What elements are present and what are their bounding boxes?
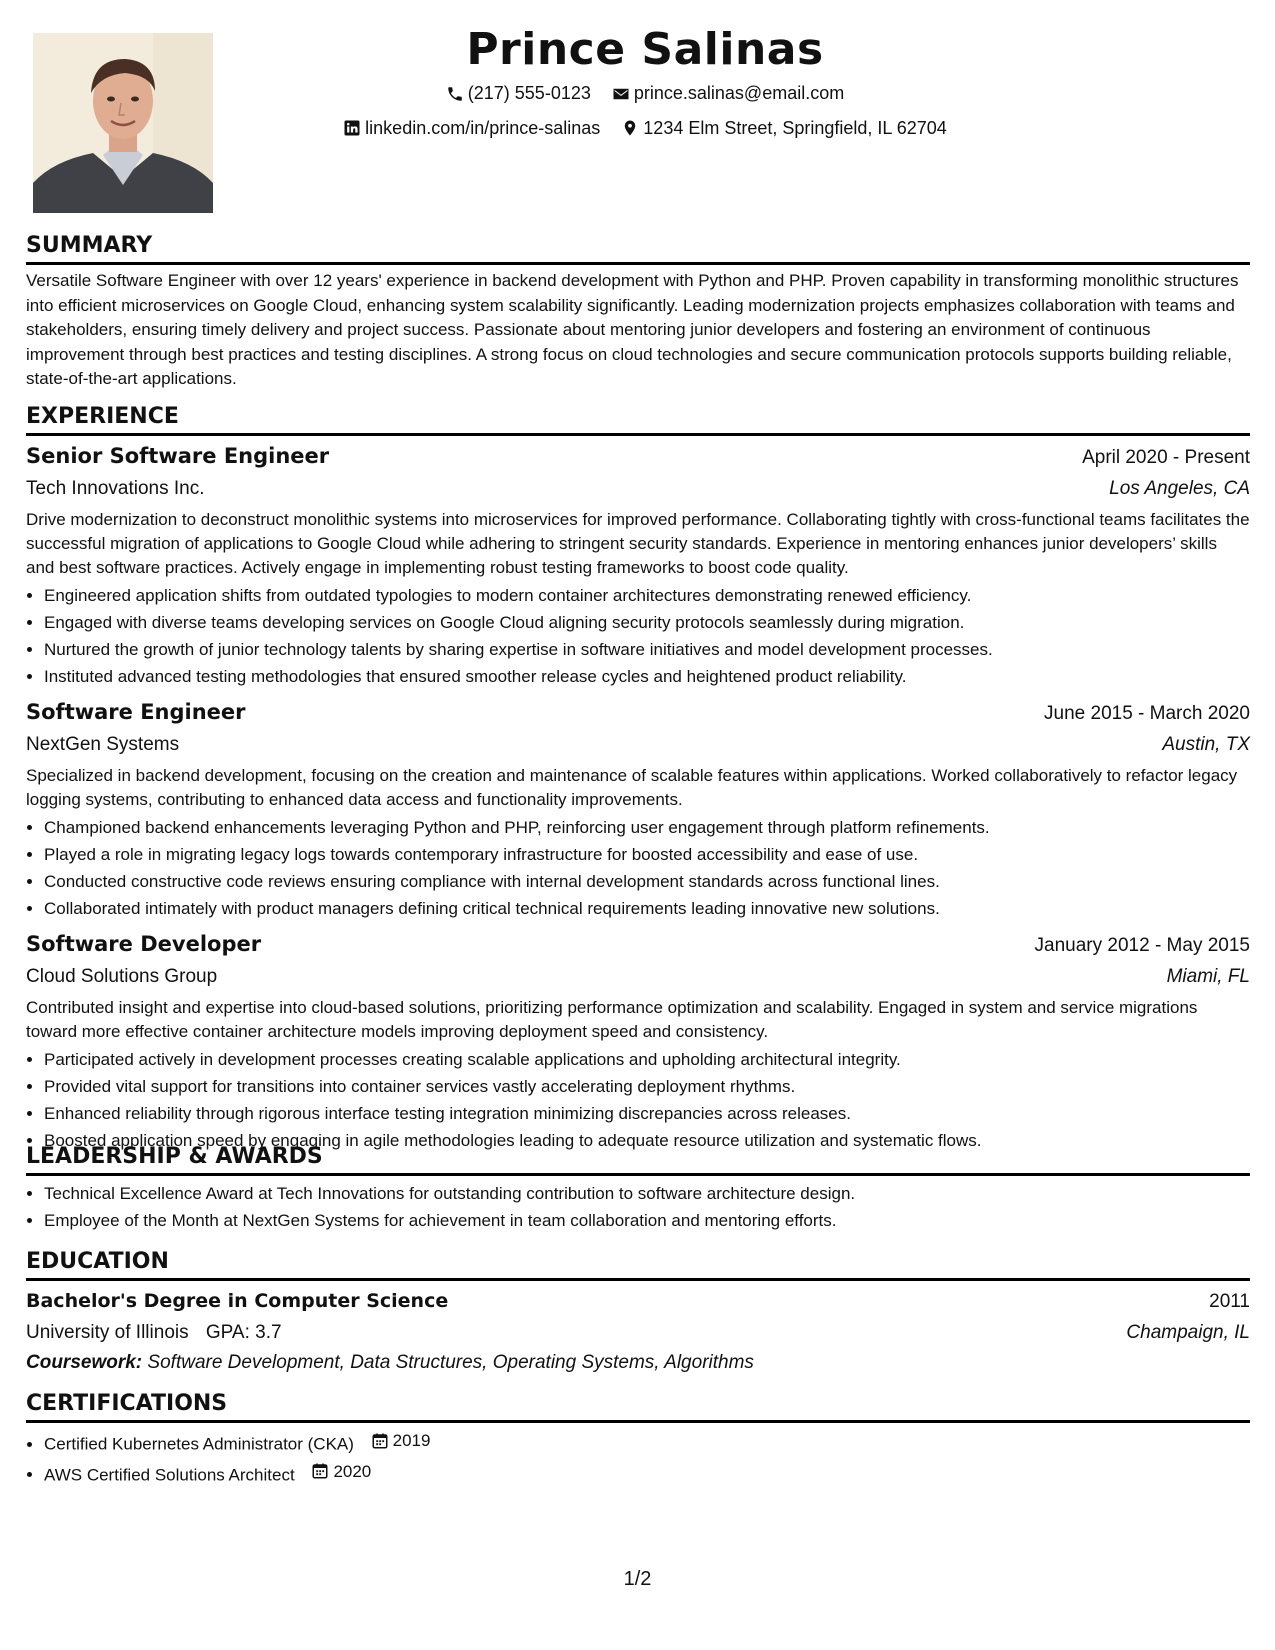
experience-section [26,403,1250,1154]
email-contact[interactable] [612,78,844,109]
certifications-section [26,1390,1250,1488]
cert-name: Certified Kubernetes Administrator (CKA) [44,1434,354,1454]
job-description: Specialized in backend development, focusing on the creation and maintenance of scalable features within applications. Worked collaboratively to refactor legacy logging systems, contributing to enhanced data access and functionality improvements. [26,766,1238,809]
job-location: Miami, FL [1166,966,1250,987]
job-description: Contributed insight and expertise into cloud-based solutions, prioritizing performance optimization and scalability. Engaged in system and service migrations toward more effective container architecture models improving deployment speed and consistency. [26,998,1198,1041]
page-number: 1/2 [623,1568,652,1590]
address-contact [621,113,947,144]
linkedin-icon [343,119,361,137]
phone-text: (217) 555-0123 [467,83,591,103]
header [230,22,1060,147]
list-item [44,1458,1250,1489]
list-item: • Collaborated intimately with product managers defining critical technical requirements leading innovative new solutions. [44,895,1250,922]
awards-list [26,1180,1250,1234]
list-item: • Played a role in migrating legacy logs towards contemporary infrastructure for boosted accessibility and ease of use. [44,841,1250,868]
list-item: • Boosted application speed by engaging in agile methodologies leading to adequate resource utilization and systematic flows. [44,1127,1250,1154]
cert-year: 2019 [392,1431,431,1450]
list-item: • Participated actively in development processes creating scalable applications and upholding architectural integrity. [44,1046,1250,1073]
job-bullets [26,1046,1250,1154]
company-name: NextGen Systems [26,734,180,755]
phone-icon [446,85,464,103]
linkedin-text: linkedin.com/in/prince-salinas [365,117,601,138]
list-item: • Nurtured the growth of junior technology talents by sharing expertise in software initiatives and model development processes. [44,636,1250,663]
job-entry [26,928,1250,1154]
list-item [44,1427,1250,1458]
leadership-section [26,1143,1250,1234]
job-subheader [26,962,1250,992]
list-item: • Championed backend enhancements leveraging Python and PHP, reinforcing user engagement through platform refinements. [44,814,1250,841]
education-section [26,1248,1250,1378]
contact-line-2 [230,113,1060,148]
calendar-icon [311,1462,329,1480]
list-item: • Engineered application shifts from outdated typologies to modern container architectures demonstrating renewed efficiency. [44,582,1250,609]
job-entry [26,696,1250,922]
section-title-summary: SUMMARY [26,232,1250,265]
job-entry [26,440,1250,690]
school-location: Champaign, IL [1126,1322,1250,1343]
list-item: • Provided vital support for transitions into container services vastly accelerating deployment rhythms. [44,1073,1250,1100]
section-title-education: EDUCATION [26,1248,1250,1281]
cert-date [311,1458,371,1485]
graduation-year: 2011 [1209,1291,1250,1312]
job-description: Drive modernization to deconstruct monolithic systems into microservices for improved performance. Collaborating tightly with cross-functional teams facilitates the successful migration of applications to Google Cloud while adhering to stringent security standards. Experience in mentoring enhances junior developers’ skills and best software practices. Actively engage in implementing robust testing frameworks to boost code quality. [26,510,1250,577]
summary-section [26,232,1250,392]
job-title: Software Developer [26,932,262,956]
job-header [26,440,1250,474]
envelope-icon [612,85,630,103]
school-info [26,1318,282,1348]
job-location: Austin, TX [1162,734,1250,755]
job-header [26,928,1250,962]
job-header [26,696,1250,730]
school-name: University of Illinois [26,1322,189,1343]
coursework-label: Coursework: [26,1352,143,1373]
job-bullets [26,814,1250,922]
company-name: Cloud Solutions Group [26,966,218,987]
cert-name: AWS Certified Solutions Architect [44,1465,295,1484]
education-subheader [26,1318,1250,1348]
profile-photo [33,33,213,213]
degree-title: Bachelor's Degree in Computer Science [26,1290,449,1312]
list-item: • Employee of the Month at NextGen Systems for achievement in team collaboration and mentoring efforts. [44,1207,1250,1234]
coursework-list: Software Development, Data Structures, Operating Systems, Algorithms [147,1352,754,1373]
job-subheader [26,730,1250,760]
map-pin-icon [621,119,639,137]
candidate-name: Prince Salinas [466,24,824,75]
list-item: • Conducted constructive code reviews ensuring compliance with internal development standards across functional lines. [44,868,1250,895]
company-name: Tech Innovations Inc. [26,478,205,499]
summary-text: Versatile Software Engineer with over 12 years' experience in backend development with Python and PHP. Proven capability in transforming monolithic structures into efficient microservices on Google Cloud, enhancing system scalability significantly. Leading modernization projects emphasizes collaboration with teams and stakeholders, ensuring timely delivery and project success. Passionate about mentoring junior developers and fostering an environment of continuous improvement through best practices and testing disciplines. A strong focus on cloud technologies and secure communication protocols supports building reliable, state-of-the-art applications. [26,271,1239,388]
cert-date [371,1427,431,1454]
job-dates: April 2020 - Present [1082,447,1250,468]
job-subheader [26,474,1250,504]
section-title-leadership: LEADERSHIP & AWARDS [26,1143,1250,1176]
phone-contact [446,78,591,109]
job-title: Senior Software Engineer [26,444,330,468]
job-dates: January 2012 - May 2015 [1034,935,1250,956]
list-item: • Technical Excellence Award at Tech Innovations for outstanding contribution to software architecture design. [44,1180,1250,1207]
coursework [26,1348,1250,1378]
education-header [26,1285,1250,1318]
list-item: • Enhanced reliability through rigorous interface testing integration minimizing discrepancies across releases. [44,1100,1250,1127]
list-item: • Instituted advanced testing methodologies that ensured smoother release cycles and heightened product reliability. [44,663,1250,690]
address-text: 1234 Elm Street, Springfield, IL 62704 [643,117,947,138]
cert-year: 2020 [333,1461,372,1481]
gpa: GPA: 3.7 [205,1322,282,1343]
calendar-icon [371,1432,389,1450]
list-item: • Engaged with diverse teams developing services on Google Cloud aligning security protocols seamlessly during migration. [44,609,1250,636]
certifications-list [26,1427,1250,1488]
job-title: Software Engineer [26,700,246,724]
section-title-experience: EXPERIENCE [26,403,1250,436]
linkedin-contact[interactable] [343,113,600,144]
job-bullets [26,582,1250,690]
section-title-certifications: CERTIFICATIONS [26,1390,1250,1423]
job-dates: June 2015 - March 2020 [1044,703,1250,724]
email-text: prince.salinas@email.com [633,83,845,103]
job-location: Los Angeles, CA [1109,478,1250,499]
contact-line-1 [230,78,1060,113]
